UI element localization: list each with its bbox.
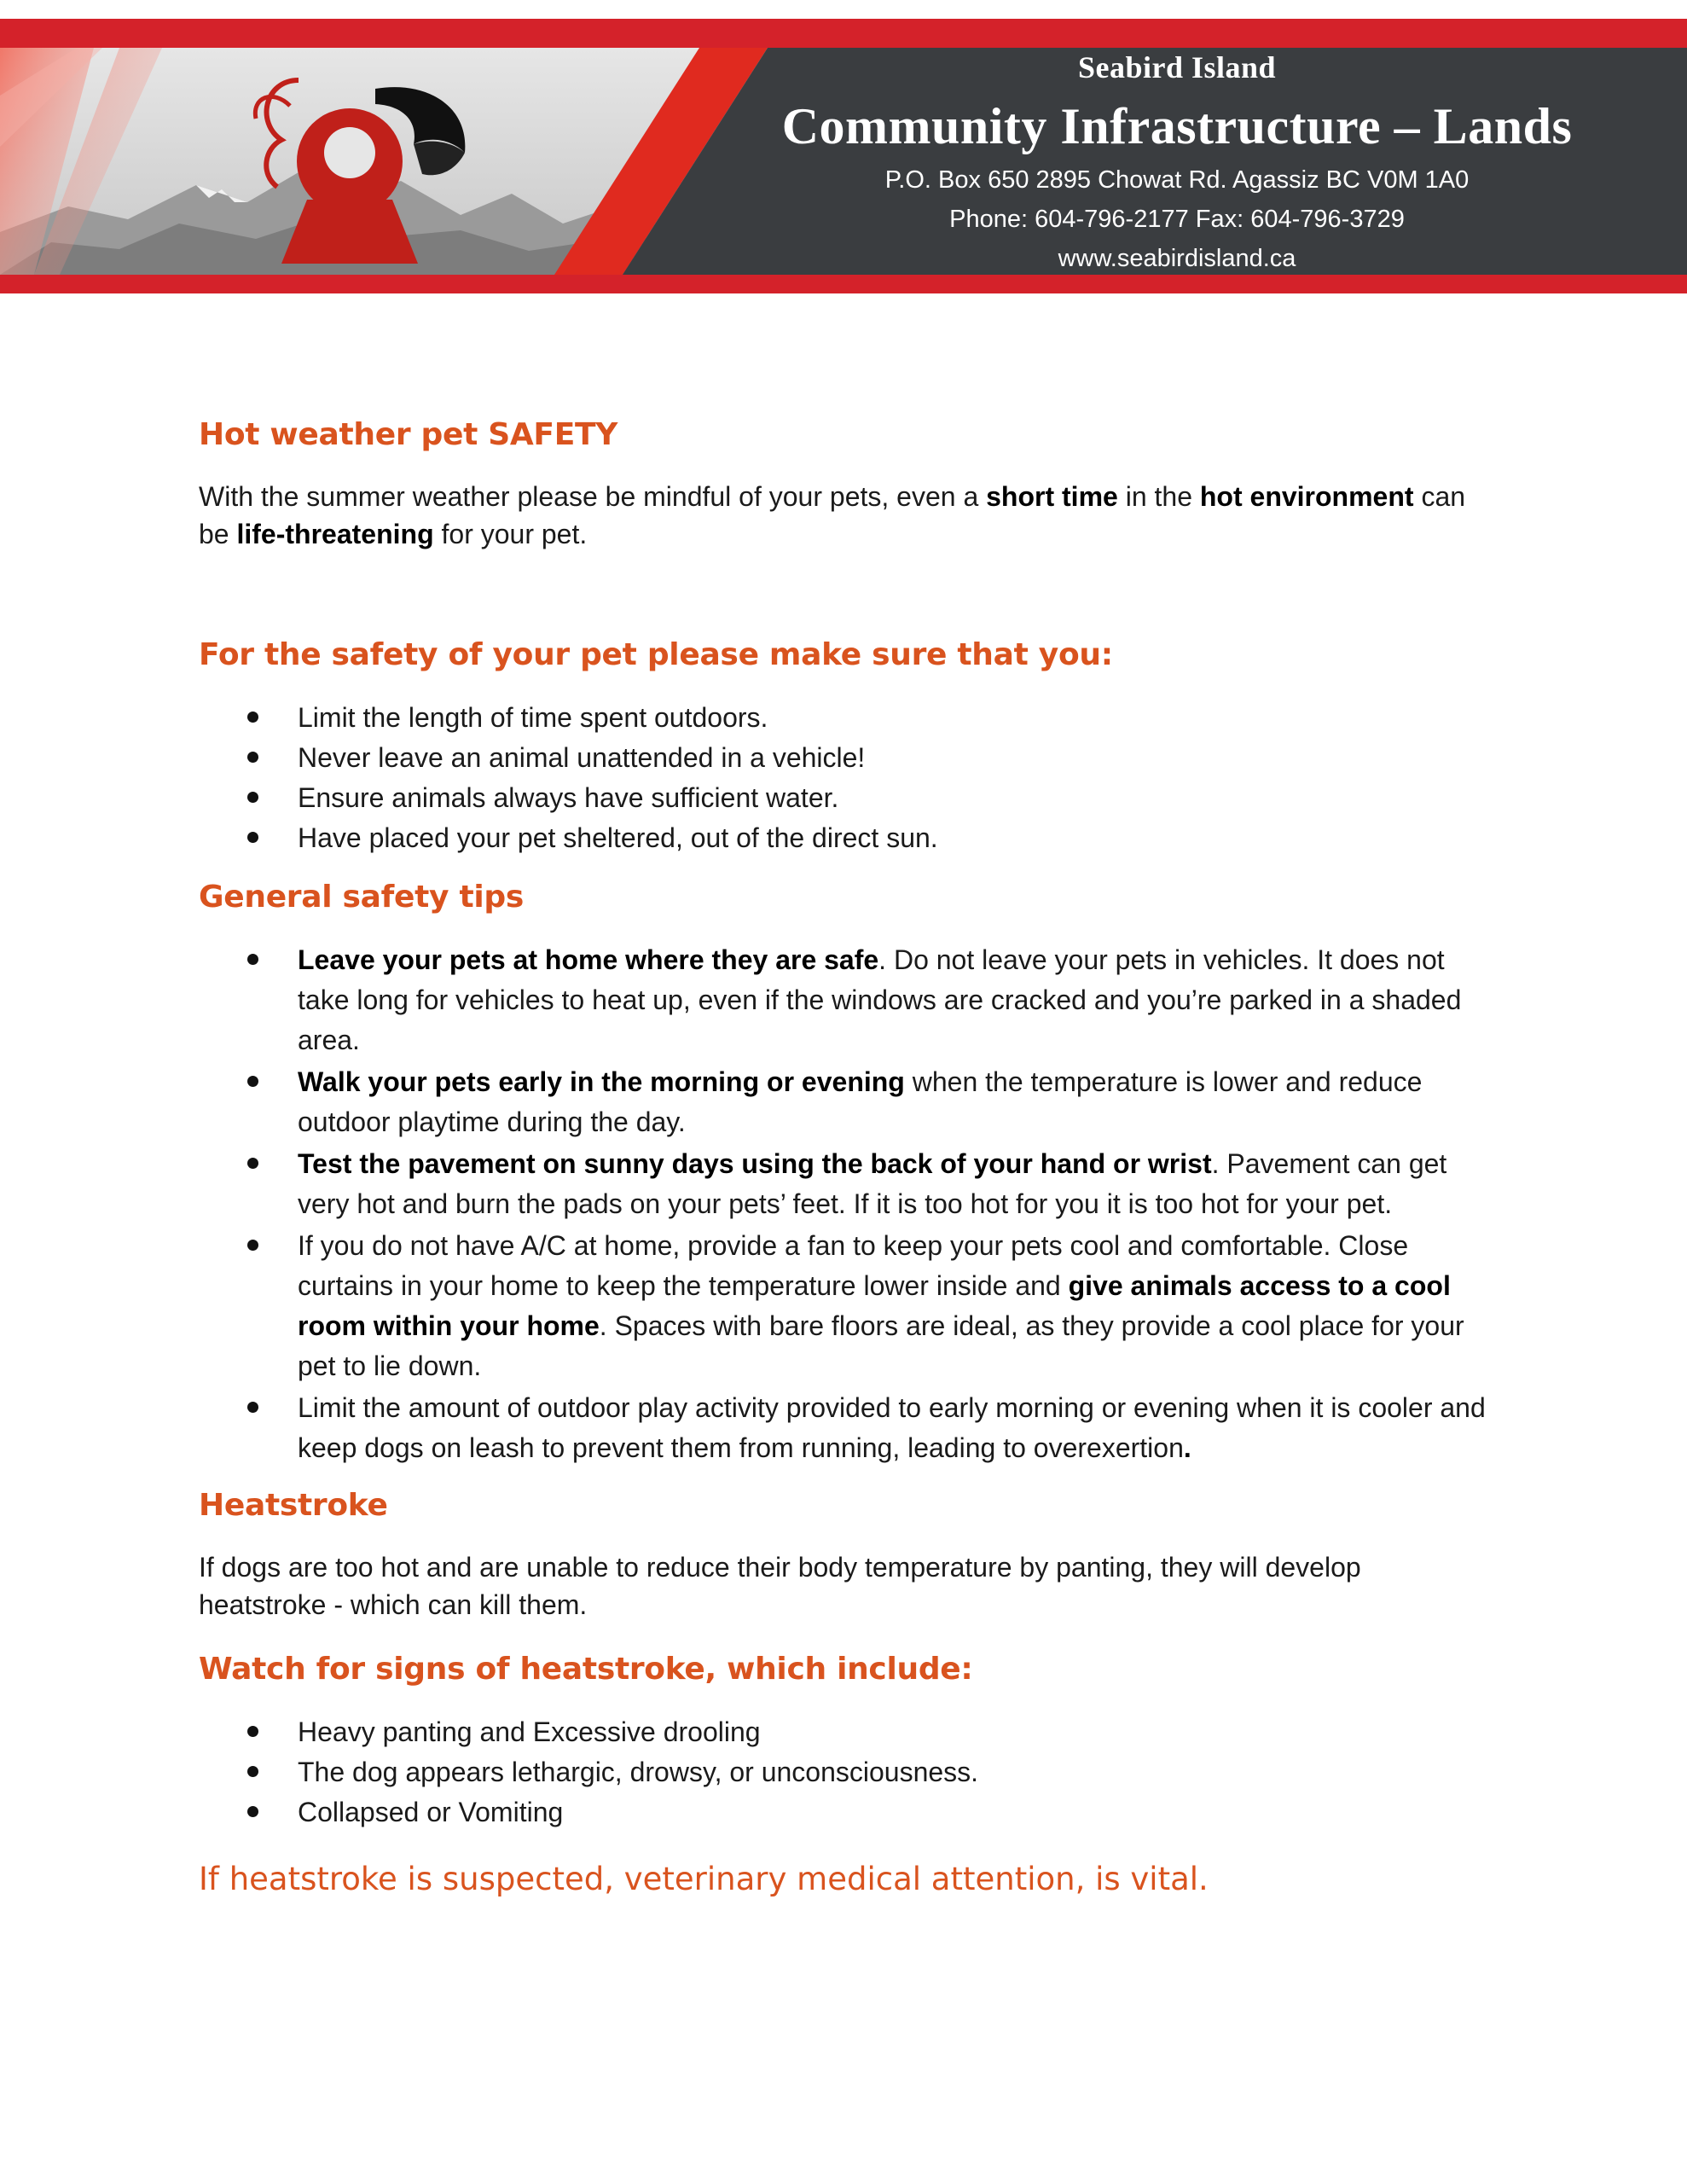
intro-text: in the — [1117, 481, 1200, 512]
signs-heading: Watch for signs of heatstroke, which include: — [199, 1652, 973, 1687]
bullet-icon — [247, 1076, 258, 1087]
list-item: The dog appears lethargic, drowsy, or unconsciousness. — [199, 1752, 1495, 1792]
list-item: Ensure animals always have sufficient water. — [199, 778, 1495, 818]
intro-text: can be — [199, 481, 1466, 549]
safety-list — [199, 698, 1495, 858]
bullet-icon — [247, 712, 258, 723]
website-link[interactable]: www.seabirdisland.ca — [1058, 245, 1296, 272]
org-name: Seabird Island — [1077, 50, 1277, 84]
list-item: Walk your pets early in the morning or evening when the temperature is lower and reduce outdoor playtime during the day. — [199, 1062, 1495, 1142]
list-item: Limit the length of time spent outdoors. — [199, 698, 1495, 738]
heatstroke-paragraph: If dogs are too hot and are unable to reduce their body temperature by panting, they will develop heatstroke - which can kill them. — [199, 1552, 1361, 1620]
list-item: Heavy panting and Excessive drooling — [199, 1712, 1495, 1752]
bullet-icon — [247, 1402, 258, 1413]
bullet-icon — [247, 1806, 258, 1817]
address: P.O. Box 650 2895 Chowat Rd. Agassiz BC V0M 1A0 — [884, 166, 1470, 194]
final-note: If heatstroke is suspected, veterinary medical attention, is vital. — [199, 1861, 1209, 1897]
intro-bold: short time — [986, 481, 1118, 512]
list-item: Limit the amount of outdoor play activity provided to early morning or evening when it is cooler and keep dogs on leash to prevent them from running, leading to overexertion. — [199, 1388, 1495, 1468]
bullet-icon — [247, 1726, 258, 1737]
bullet-icon — [247, 1158, 258, 1169]
intro-bold: hot environment — [1199, 481, 1414, 512]
phone-fax: Phone: 604-796-2177 Fax: 604-796-3729 — [949, 206, 1405, 233]
tips-list — [199, 940, 1495, 1468]
document-body — [199, 415, 1495, 1901]
list-item: Have placed your pet sheltered, out of the direct sun. — [199, 818, 1495, 858]
seabird-logo-icon — [247, 72, 503, 268]
bullet-icon — [247, 954, 258, 965]
list-item: Test the pavement on sunny days using the back of your hand or wrist. Pavement can get very hot and burn the pads on your pets’ feet. If it is too hot for you it is too hot for your pet. — [199, 1144, 1495, 1224]
bullet-icon — [247, 1766, 258, 1777]
signs-list — [199, 1712, 1495, 1833]
bullet-icon — [247, 752, 258, 763]
list-item: Leave your pets at home where they are safe. Do not leave your pets in vehicles. It does not take long for vehicles to heat up, even if the windows are cracked and you’re parked in a shaded area. — [199, 940, 1495, 1060]
intro-bold: life-threatening — [236, 519, 434, 549]
page-title: Hot weather pet SAFETY — [199, 417, 618, 452]
intro-text: With the summer weather please be mindful of your pets, even a — [199, 481, 987, 512]
bullet-icon — [247, 792, 258, 803]
intro-text: for your pet. — [433, 519, 588, 549]
heatstroke-heading: Heatstroke — [199, 1488, 388, 1523]
tips-heading: General safety tips — [199, 880, 524, 915]
department-name: Community Infrastructure – Lands — [781, 98, 1573, 154]
bullet-icon — [247, 1240, 258, 1251]
letterhead-banner — [0, 19, 1687, 293]
list-item: Never leave an animal unattended in a vehicle! — [199, 738, 1495, 778]
bullet-icon — [247, 832, 258, 843]
organization-info — [751, 49, 1603, 274]
list-item: If you do not have A/C at home, provide a fan to keep your pets cool and comfortable. Close curtains in your home to keep the temperature lower inside and give animals access to a cool room within your home. Spaces with bare floors are ideal, as they provide a cool place for your pet to lie down. — [199, 1226, 1495, 1386]
list-item: Collapsed or Vomiting — [199, 1792, 1495, 1833]
intro-paragraph — [199, 478, 1495, 553]
safety-heading: For the safety of your pet please make sure that you: — [199, 637, 1113, 672]
